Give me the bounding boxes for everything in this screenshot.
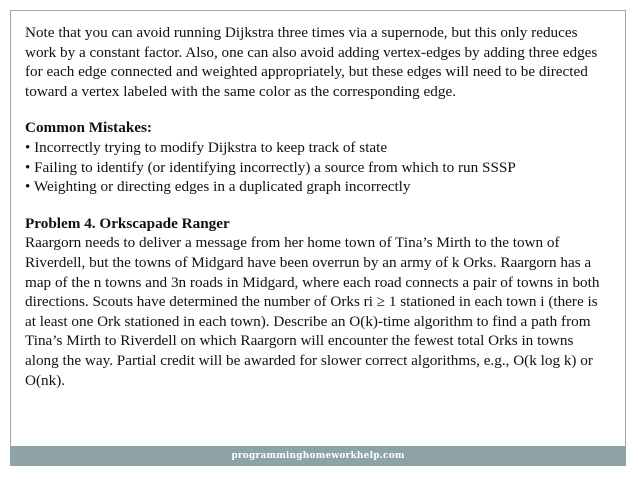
- spacer: [25, 197, 608, 214]
- footer-bar: [10, 446, 626, 466]
- mistake-item: • Incorrectly trying to modify Dijkstra to keep track of state: [25, 138, 388, 156]
- mistakes-list: [25, 138, 608, 197]
- intro-paragraph: Note that you can avoid running Dijkstra three times via a supernode, but this only reduces work by a constant factor. Also, one can also avoid adding vertex-edges by adding three edges for each edge connected and weighted appropriately, but these edges will need to be directed toward a vertex labeled with the same color as the corresponding edge.: [25, 24, 598, 100]
- mistakes-heading: Common Mistakes:: [25, 119, 152, 137]
- mistake-item: • Failing to identify (or identifying incorrectly) a source from which to run SSSP: [25, 158, 516, 176]
- problem-paragraph: Raargorn needs to deliver a message from her home town of Tina’s Mirth to the town of Riverdell, but the towns of Midgard have been overrun by an army of k Orks. Raargorn has a map of the n towns and 3n roads in Midgard, where each road connects a pair of towns in both directions. Scouts have determined the number of Orks ri ≥ 1 stationed in each town i (there is at least one Ork stationed in each town). Describe an O(k)-time algorithm to find a path from Tina’s Mirth to Riverdell on which Raargorn will encounter the fewest total Orks in towns along the way. Partial credit will be awarded for slower correct algorithms, e.g., O(k log k) or O(nk).: [25, 234, 600, 389]
- mistake-item: • Weighting or directing edges in a duplicated graph incorrectly: [25, 178, 411, 196]
- spacer: [25, 101, 608, 118]
- problem-heading: Problem 4. Orkscapade Ranger: [25, 214, 230, 232]
- footer-site-text: programminghomeworkhelp.com: [231, 451, 405, 461]
- slide-content: [25, 23, 608, 390]
